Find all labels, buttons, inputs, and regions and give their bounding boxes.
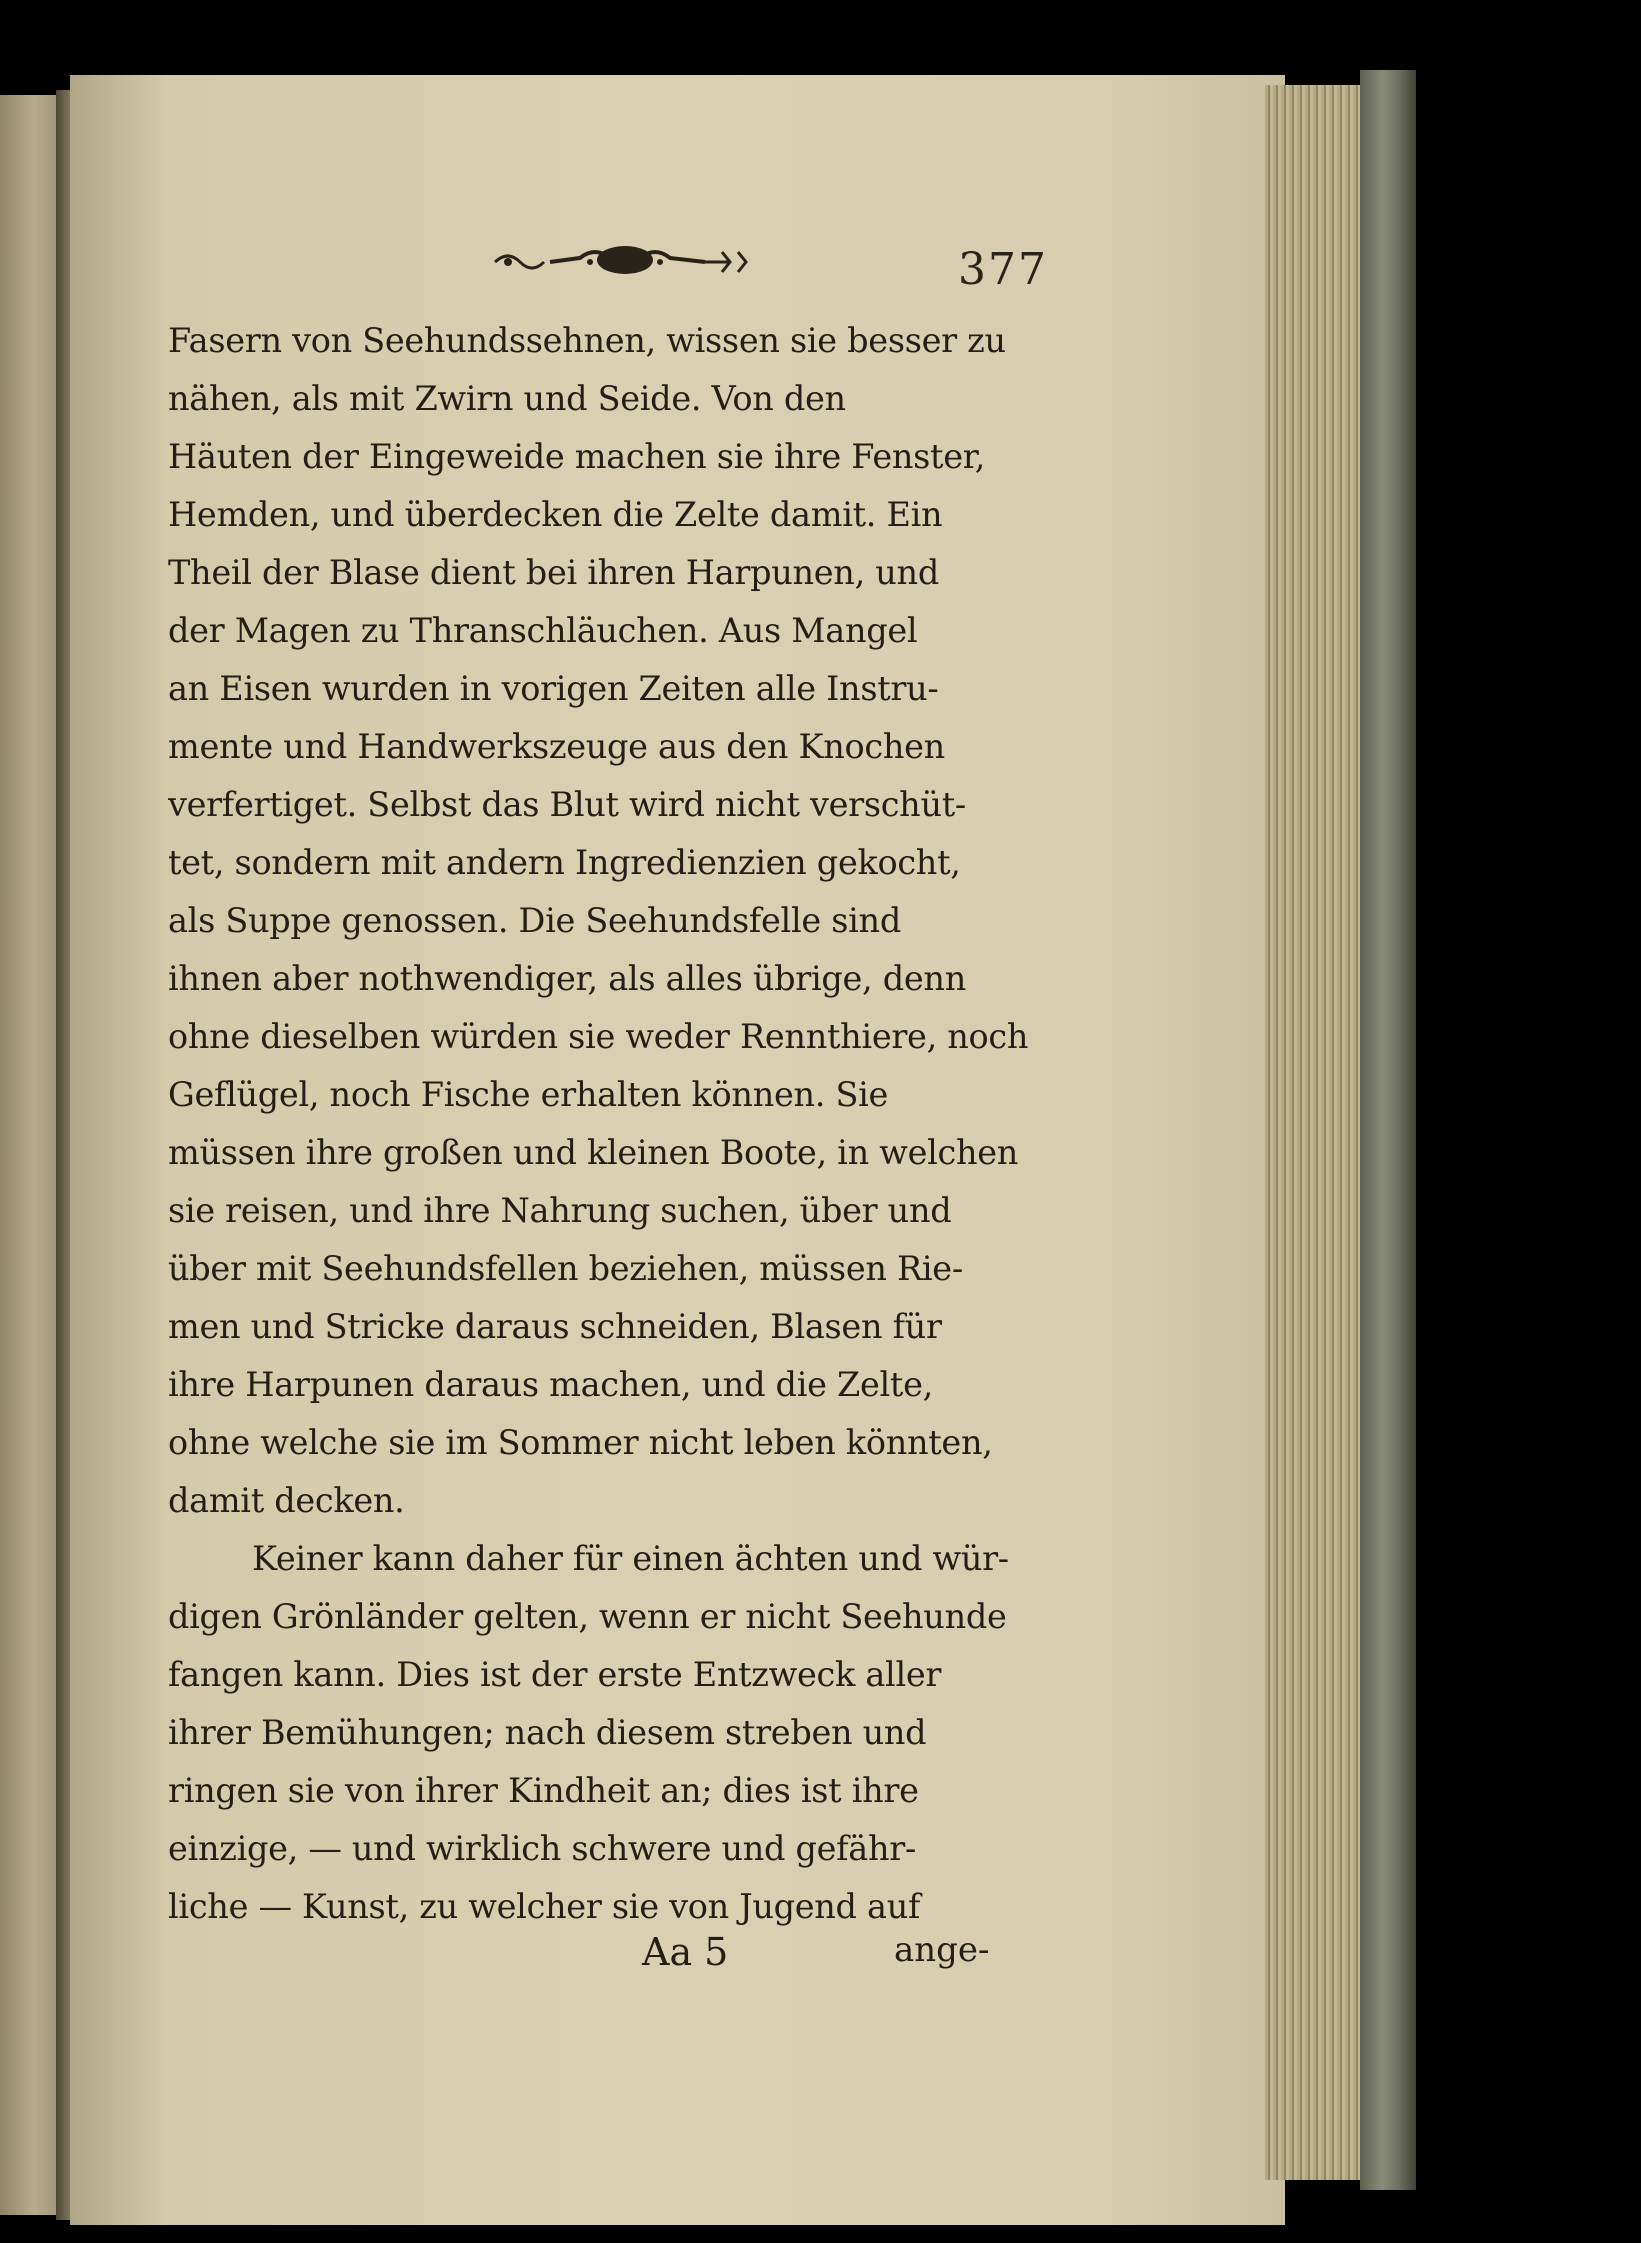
text-line: ohne welche sie im Sommer nicht leben könnten, bbox=[168, 1423, 993, 1462]
text-line: an Eisen wurden in vorigen Zeiten alle Instru- bbox=[168, 669, 939, 708]
page-number: 377 bbox=[958, 244, 1048, 295]
text-line: ringen sie von ihrer Kindheit an; dies ist ihre bbox=[168, 1771, 919, 1810]
text-line: Fasern von Seehundssehnen, wissen sie besser zu bbox=[168, 321, 1006, 360]
text-line: ohne dieselben würden sie weder Rennthiere, noch bbox=[168, 1017, 1029, 1056]
text-line: damit decken. bbox=[168, 1481, 405, 1520]
text-line: liche — Kunst, zu welcher sie von Jugend auf bbox=[168, 1887, 921, 1926]
page-footer bbox=[600, 1930, 1040, 1990]
text-line: als Suppe genossen. Die Seehundsfelle sind bbox=[168, 901, 901, 940]
text-line: verfertiget. Selbst das Blut wird nicht verschüt- bbox=[168, 785, 966, 824]
ornament-icon bbox=[490, 238, 760, 282]
text-line: sie reisen, und ihre Nahrung suchen, über und bbox=[168, 1191, 952, 1230]
text-line: einzige, — und wirklich schwere und gefähr- bbox=[168, 1829, 916, 1868]
text-line: nähen, als mit Zwirn und Seide. Von den bbox=[168, 379, 846, 418]
text-line: mente und Handwerkszeuge aus den Knochen bbox=[168, 727, 945, 766]
text-line: Hemden, und überdecken die Zelte damit. Ein bbox=[168, 495, 943, 534]
text-line: fangen kann. Dies ist der erste Entzweck aller bbox=[168, 1655, 942, 1694]
text-line: ihrer Bemühungen; nach diesem streben und bbox=[168, 1713, 927, 1752]
text-line: der Magen zu Thranschläuchen. Aus Mangel bbox=[168, 611, 918, 650]
left-page-edge bbox=[0, 95, 62, 2215]
page-edges bbox=[1265, 85, 1367, 2180]
text-line: ihnen aber nothwendiger, als alles übrige, denn bbox=[168, 959, 966, 998]
text-line: digen Grönländer gelten, wenn er nicht Seehunde bbox=[168, 1597, 1007, 1636]
text-line: men und Stricke daraus schneiden, Blasen für bbox=[168, 1307, 942, 1346]
text-line: müssen ihre großen und kleinen Boote, in welchen bbox=[168, 1133, 1019, 1172]
book-cover-edge bbox=[1360, 70, 1416, 2190]
text-line: Keiner kann daher für einen ächten und wür- bbox=[252, 1539, 1009, 1578]
text-line: ihre Harpunen daraus machen, und die Zelte, bbox=[168, 1365, 933, 1404]
signature-mark: Aa 5 bbox=[642, 1930, 729, 1974]
text-line: Theil der Blase dient bei ihren Harpunen, und bbox=[168, 553, 939, 592]
text-line: tet, sondern mit andern Ingredienzien gekocht, bbox=[168, 843, 961, 882]
page-body-text bbox=[168, 312, 1030, 1936]
text-line: Geflügel, noch Fische erhalten können. Sie bbox=[168, 1075, 889, 1114]
text-line: Häuten der Eingeweide machen sie ihre Fenster, bbox=[168, 437, 986, 476]
catchword: ange- bbox=[894, 1930, 990, 1970]
text-line: über mit Seehundsfellen beziehen, müssen Rie- bbox=[168, 1249, 963, 1288]
